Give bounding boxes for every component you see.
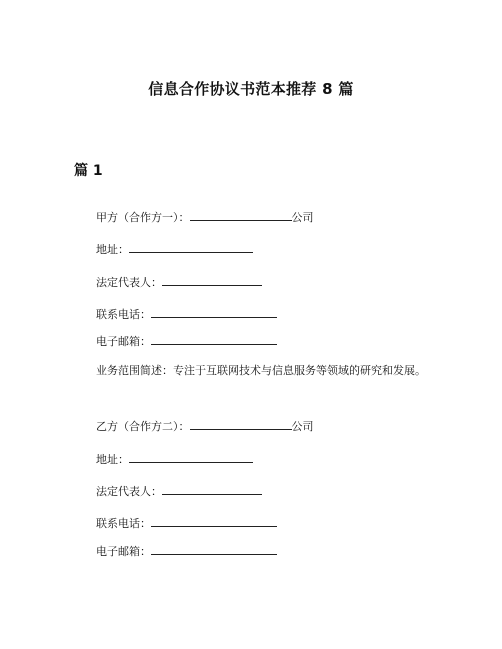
party-b-name-line	[96, 418, 314, 435]
party-a-phone-line	[96, 306, 277, 323]
party-a-name-prefix: 甲方（合作方一）：	[96, 211, 190, 224]
party-b-phone-blank	[151, 515, 277, 527]
party-b-address-blank	[129, 451, 253, 463]
party-b-legal-rep-label: 法定代表人：	[96, 485, 162, 498]
party-a-email-label: 电子邮箱：	[96, 335, 151, 348]
party-a-address-label: 地址：	[96, 243, 129, 256]
party-a-name-blank	[190, 209, 292, 221]
party-a-address-line	[96, 241, 253, 258]
party-b-phone-line	[96, 515, 277, 532]
party-a-phone-blank	[151, 306, 277, 318]
party-b-name-blank	[190, 418, 292, 430]
party-b-email-line	[96, 543, 277, 560]
party-b-address-line	[96, 451, 253, 468]
party-a-email-line	[96, 333, 277, 350]
party-a-email-blank	[151, 333, 277, 345]
party-a-legal-rep-line	[96, 274, 262, 291]
party-a-phone-label: 联系电话：	[96, 308, 151, 321]
section-heading: 篇 1	[74, 163, 103, 179]
business-scope-paragraph: 业务范围简述：专注于互联网技术与信息服务等领域的研究和发展。	[96, 364, 426, 377]
party-a-legal-rep-blank	[162, 274, 262, 286]
party-b-name-prefix: 乙方（合作方二）：	[96, 420, 190, 433]
party-b-legal-rep-blank	[162, 483, 262, 495]
party-b-email-label: 电子邮箱：	[96, 545, 151, 558]
party-b-legal-rep-line	[96, 483, 262, 500]
party-a-address-blank	[129, 241, 253, 253]
party-b-phone-label: 联系电话：	[96, 517, 151, 530]
party-a-legal-rep-label: 法定代表人：	[96, 276, 162, 289]
party-b-email-blank	[151, 543, 277, 555]
party-b-address-label: 地址：	[96, 453, 129, 466]
document-title: 信息合作协议书范本推荐 8 篇	[148, 80, 354, 98]
party-b-name-suffix: 公司	[291, 420, 314, 433]
party-a-name-line	[96, 209, 314, 226]
party-a-name-suffix: 公司	[291, 211, 314, 224]
